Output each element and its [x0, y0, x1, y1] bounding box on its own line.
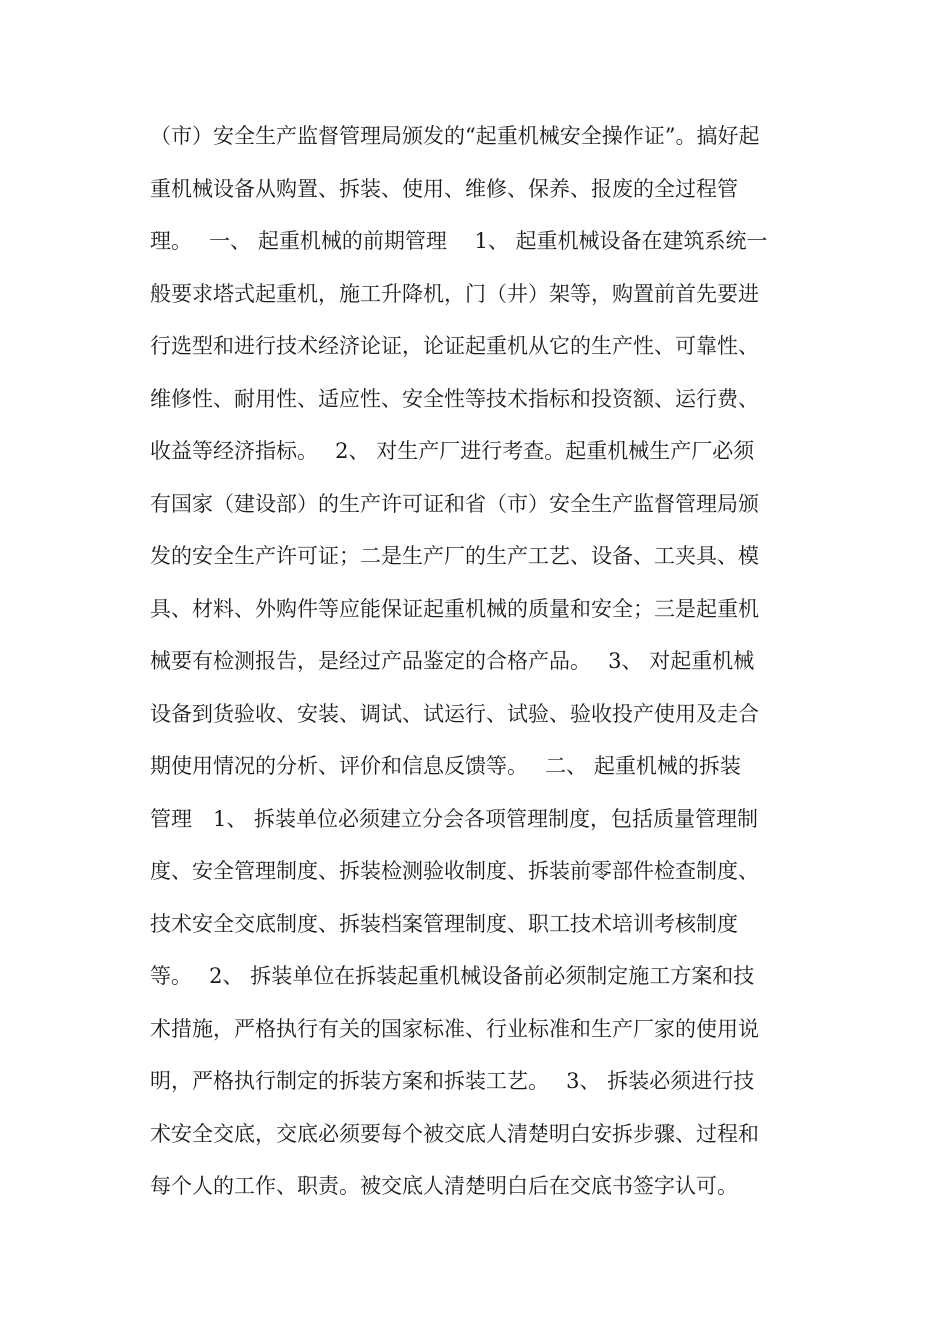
text-line-18: 术措施，严格执行有关的国家标准、行业标准和生产厂家的使用说	[150, 1016, 759, 1041]
text-line-15: 度、安全管理制度、拆装检测验收制度、拆装前零部件检查制度、	[150, 859, 759, 883]
text-line-16: 技术安全交底制度、拆装档案管理制度、职工技术培训考核制度	[150, 911, 738, 936]
text-line-14: 管理 1、 拆装单位必须建立分会各项管理制度，包括质量管理制	[150, 806, 759, 831]
text-line-2: 重机械设备从购置、拆装、使用、维修、保养、报废的全过程管	[150, 176, 738, 201]
text-line-9: 发的安全生产许可证；二是生产厂的生产工艺、设备、工夹具、模	[150, 544, 759, 568]
text-line-12: 设备到货验收、安装、调试、试运行、试验、验收投产使用及走合	[150, 701, 759, 726]
text-line-21: 每个人的工作、职责。被交底人清楚明白后在交底书签字认可。	[150, 1174, 738, 1198]
text-line-7: 收益等经济指标。 2、 对生产厂进行考查。起重机械生产厂必须	[150, 439, 755, 463]
text-line-10: 具、材料、外购件等应能保证起重机械的质量和安全；三是起重机	[150, 596, 759, 621]
body-text	[150, 110, 810, 1213]
text-line-13: 期使用情况的分析、评价和信息反馈等。 二、 起重机械的拆装	[150, 754, 741, 778]
text-line-17: 等。 2、 拆装单位在拆装起重机械设备前必须制定施工方案和技	[150, 964, 755, 988]
text-line-5: 行选型和进行技术经济论证，论证起重机从它的生产性、可靠性、	[150, 334, 759, 358]
text-line-11: 械要有检测报告，是经过产品鉴定的合格产品。 3、 对起重机械	[150, 649, 755, 673]
text-line-19: 明，严格执行制定的拆装方案和拆装工艺。 3、 拆装必须进行技	[150, 1069, 755, 1093]
text-line-20: 术安全交底，交底必须要每个被交底人清楚明白安拆步骤、过程和	[150, 1121, 759, 1146]
text-line-1: （市）安全生产监督管理局颁发的“起重机械安全操作证”。搞好起	[150, 124, 760, 148]
text-line-3: 理。 一、 起重机械的前期管理 1、 起重机械设备在建筑系统一	[150, 229, 768, 253]
text-line-4: 般要求塔式起重机，施工升降机，门（井）架等，购置前首先要进	[150, 281, 759, 306]
text-line-8: 有国家（建设部）的生产许可证和省（市）安全生产监督管理局颁	[150, 491, 759, 516]
text-line-6: 维修性、耐用性、适应性、安全性等技术指标和投资额、运行费、	[150, 386, 759, 411]
